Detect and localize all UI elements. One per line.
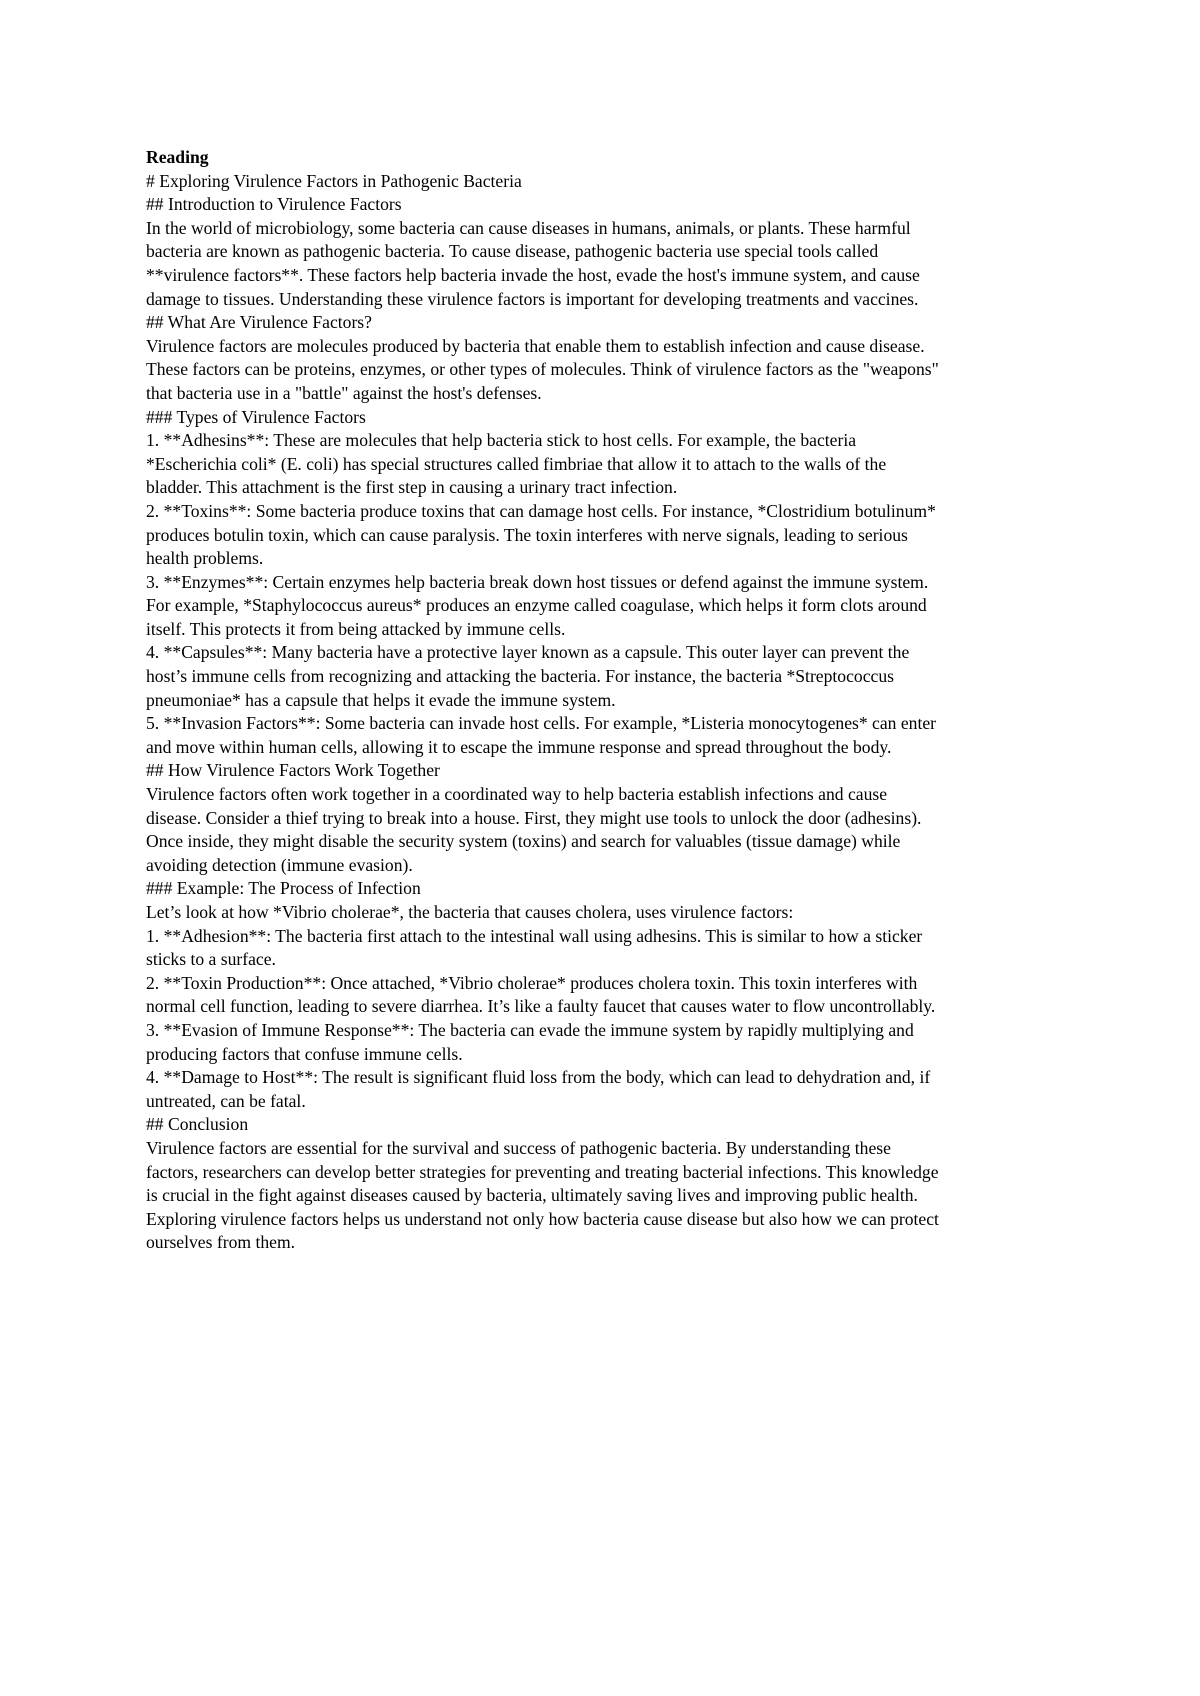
text-line: disease. Consider a thief trying to break into a house. First, they might use tools to unlock the door (adhesins). — [146, 807, 922, 828]
heading-h2: ## Conclusion — [146, 1114, 249, 1135]
heading-h3: ### Example: The Process of Infection — [146, 878, 421, 899]
text-line: In the world of microbiology, some bacteria can cause diseases in humans, animals, or plants. These harmful — [146, 217, 911, 238]
text-line: that bacteria use in a "battle" against the host's defenses. — [146, 382, 542, 403]
list-item-line: 3. **Evasion of Immune Response**: The bacteria can evade the immune system by rapidly multiplying and — [146, 1019, 914, 1040]
list-item-line: 4. **Damage to Host**: The result is significant fluid loss from the body, which can lead to dehydration and, if — [146, 1067, 931, 1088]
text-line: ourselves from them. — [146, 1232, 296, 1253]
text-line: avoiding detection (immune evasion). — [146, 854, 413, 875]
heading-h3: ### Types of Virulence Factors — [146, 406, 366, 427]
text-line: damage to tissues. Understanding these virulence factors is important for developing treatments and vaccines. — [146, 288, 919, 309]
list-item-line: health problems. — [146, 548, 264, 569]
heading-h2: ## Introduction to Virulence Factors — [146, 194, 402, 215]
list-item-line: 4. **Capsules**: Many bacteria have a protective layer known as a capsule. This outer layer can prevent the — [146, 642, 910, 663]
list-item-line: 5. **Invasion Factors**: Some bacteria can invade host cells. For example, *Listeria monocytogenes* can enter — [146, 713, 937, 734]
list-item-line: 3. **Enzymes**: Certain enzymes help bacteria break down host tissues or defend against the immune system. — [146, 571, 929, 592]
list-item-line: 2. **Toxin Production**: Once attached, *Vibrio cholerae* produces cholera toxin. This toxin interferes with — [146, 972, 918, 993]
heading-h2: ## What Are Virulence Factors? — [146, 312, 372, 333]
text-line: Virulence factors are molecules produced by bacteria that enable them to establish infection and cause disease. — [146, 335, 925, 356]
list-item-line: 2. **Toxins**: Some bacteria produce toxins that can damage host cells. For instance, *Clostridium botulinum* — [146, 500, 936, 521]
list-item-line: untreated, can be fatal. — [146, 1090, 306, 1111]
text-line: Exploring virulence factors helps us understand not only how bacteria cause disease but also how we can protect — [146, 1208, 939, 1229]
list-item-line: itself. This protects it from being attacked by immune cells. — [146, 618, 566, 639]
list-item-line: 1. **Adhesins**: These are molecules that help bacteria stick to host cells. For example, the bacteria — [146, 430, 857, 451]
heading-h2: ## How Virulence Factors Work Together — [146, 760, 440, 781]
text-line: bacteria are known as pathogenic bacteria. To cause disease, pathogenic bacteria use special tools called — [146, 241, 879, 262]
list-item-line: produces botulin toxin, which can cause paralysis. The toxin interferes with nerve signals, leading to serious — [146, 524, 908, 545]
list-item-line: *Escherichia coli* (E. coli) has special structures called fimbriae that allow it to attach to the walls of the — [146, 453, 887, 474]
document-body — [146, 170, 1076, 1255]
heading-h1: # Exploring Virulence Factors in Pathogenic Bacteria — [146, 170, 522, 191]
list-item-line: host’s immune cells from recognizing and attacking the bacteria. For instance, the bacteria *Streptococcus — [146, 666, 894, 687]
text-line: is crucial in the fight against diseases caused by bacteria, ultimately saving lives and improving public health. — [146, 1185, 918, 1206]
document-title: Reading — [146, 147, 209, 167]
text-line: These factors can be proteins, enzymes, or other types of molecules. Think of virulence factors as the "weapons" — [146, 359, 939, 380]
text-line: Virulence factors are essential for the survival and success of pathogenic bacteria. By understanding these — [146, 1137, 891, 1158]
list-item-line: pneumoniae* has a capsule that helps it evade the immune system. — [146, 689, 616, 710]
list-item-line: producing factors that confuse immune cells. — [146, 1043, 463, 1064]
list-item-line: sticks to a surface. — [146, 949, 276, 970]
list-item-line: bladder. This attachment is the first step in causing a urinary tract infection. — [146, 477, 678, 498]
list-item-line: and move within human cells, allowing it to escape the immune response and spread throughout the body. — [146, 736, 892, 757]
text-line: Once inside, they might disable the security system (toxins) and search for valuables (tissue damage) while — [146, 831, 901, 852]
text-line: Let’s look at how *Vibrio cholerae*, the bacteria that causes cholera, uses virulence factors: — [146, 902, 794, 922]
list-item-line: normal cell function, leading to severe diarrhea. It’s like a faulty faucet that causes water to flow uncontrollably. — [146, 996, 936, 1017]
text-line: factors, researchers can develop better strategies for preventing and treating bacterial infections. This knowledge — [146, 1161, 939, 1182]
list-item-line: For example, *Staphylococcus aureus* produces an enzyme called coagulase, which helps it form clots around — [146, 595, 927, 616]
text-line: Virulence factors often work together in a coordinated way to help bacteria establish infections and cause — [146, 784, 888, 805]
text-line: **virulence factors**. These factors help bacteria invade the host, evade the host's immune system, and cause — [146, 264, 920, 285]
list-item-line: 1. **Adhesion**: The bacteria first attach to the intestinal wall using adhesins. This is similar to how a sticker — [146, 925, 923, 946]
document-page — [146, 146, 1076, 1255]
